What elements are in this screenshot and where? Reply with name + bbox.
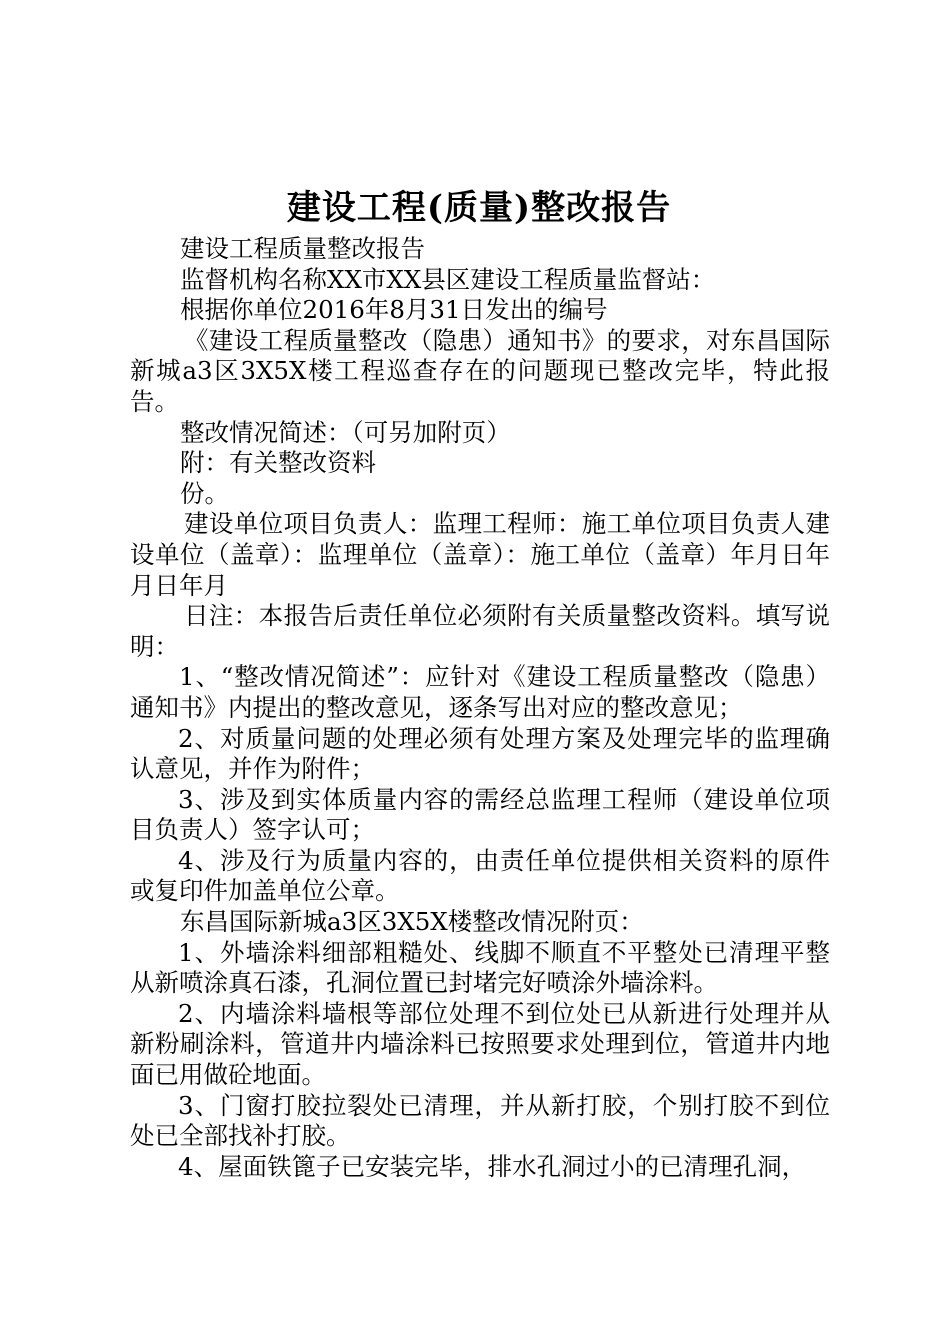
paragraph-attachment: 附：有关整改资料 [180, 448, 376, 478]
paragraph-note: 日注：本报告后责任单位必须附有关质量整改资料。填写说明： [130, 601, 830, 661]
paragraph-appendix-item-1: 1、外墙涂料细部粗糙处、线脚不顺直不平整处已清理平整从新喷涂真石漆，孔洞位置已封堵完好喷涂外墙涂料。 [130, 937, 830, 998]
paragraph-report-heading: 建设工程质量整改报告 [180, 234, 425, 263]
paragraph-appendix-heading: 东昌国际新城a3区3X5X楼整改情况附页： [180, 907, 644, 937]
paragraph-instruction-2: 2、对质量问题的处理必须有处理方案及处理完毕的监理确认意见，并作为附件； [130, 723, 830, 784]
paragraph-copies: 份。 [180, 478, 229, 508]
paragraph-notice-requirement: 《建设工程质量整改（隐患）通知书》的要求，对东昌国际新城a3区3X5X楼工程巡查存在的问题现已整改完毕，特此报告。 [130, 325, 830, 416]
paragraph-rectification-summary: 整改情况简述：（可另加附页） [180, 417, 511, 447]
paragraph-appendix-item-3: 3、门窗打胶拉裂处已清理，并从新打胶，个别打胶不到位处已全部找补打胶。 [130, 1090, 830, 1151]
document-title: 建设工程(质量)整改报告 [286, 188, 672, 228]
paragraph-signatures: 建设单位项目负责人：监理工程师：施工单位项目负责人建设单位（盖章）：监理单位（盖章）：施工单位（盖章）年月日年月日年月 [130, 509, 830, 600]
document-body [130, 234, 830, 1182]
paragraph-instruction-3: 3、涉及到实体质量内容的需经总监理工程师（建设单位项目负责人）签字认可； [130, 784, 830, 845]
paragraph-instruction-1: 1、“整改情况简述”：应针对《建设工程质量整改（隐患）通知书》内提出的整改意见，逐条写出对应的整改意见； [130, 662, 830, 722]
paragraph-appendix-item-2: 2、内墙涂料墙根等部位处理不到位处已从新进行处理并从新粉刷涂料，管道井内墙涂料已按照要求处理到位，管道井内地面已用做砼地面。 [130, 998, 830, 1090]
paragraph-instruction-4: 4、涉及行为质量内容的，由责任单位提供相关资料的原件或复印件加盖单位公章。 [130, 845, 830, 906]
paragraph-supervising-agency: 监督机构名称XX市XX县区建设工程质量监督站： [180, 264, 716, 294]
paragraph-appendix-item-4: 4、屋面铁篦子已安装完毕，排水孔洞过小的已清理孔洞， [178, 1151, 807, 1181]
paragraph-notice-date: 根据你单位2016年8月31日发出的编号 [180, 295, 608, 325]
